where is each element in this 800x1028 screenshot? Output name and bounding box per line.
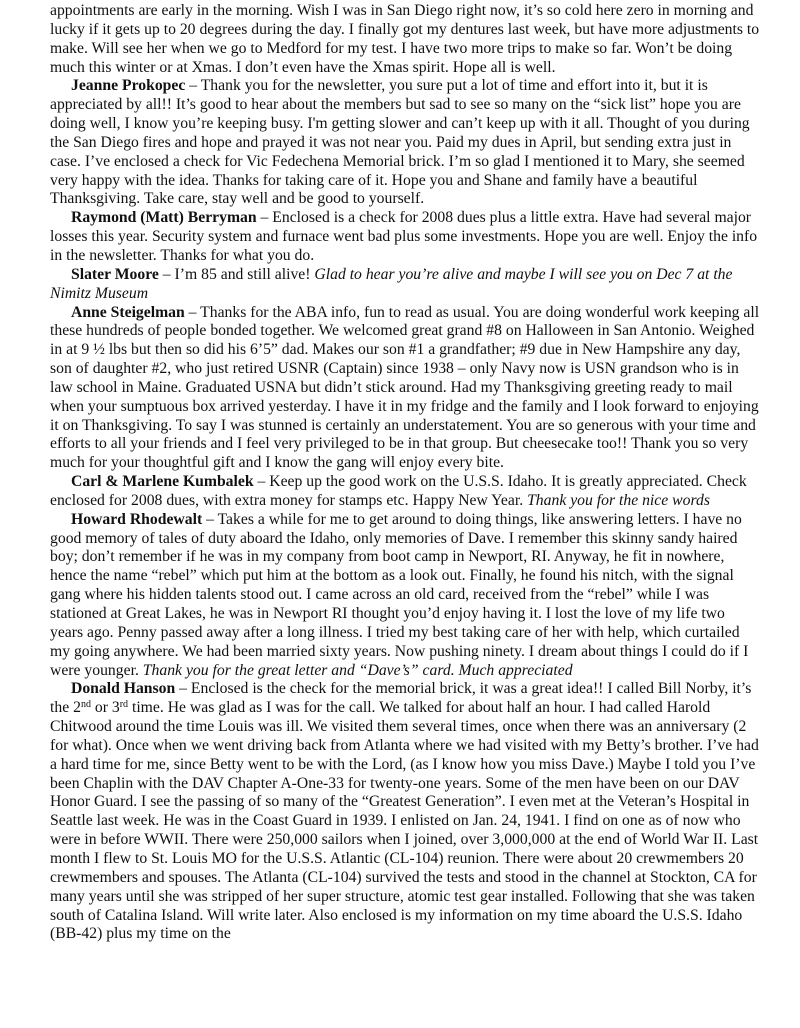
intro-paragraph: appointments are early in the morning. Wish I was in San Diego right now, it’s so cold here zero in morning and lucky if it gets up to 20 degrees during the day. I finally got my dentures last week, but have more adjustments to make. Will see her when we go to Medford for my test. I have two more trips to make so far. Won’t be doing much this winter or at Xmas. I don’t even have the Xmas spirit. Hope all is well.	[50, 2, 760, 76]
letter-entry	[50, 77, 760, 209]
letter-entry	[50, 209, 760, 266]
letter-entry	[50, 266, 760, 304]
letter-text: – Thank you for the newsletter, you sure put a lot of time and effort into it, but it is appreciated by all!! It’s good to hear about the members but sad to see so many on the “sick list” hope you are doing well, I know you’re keeping busy. I'm getting slower and can’t keep up with it all. Thought of you during the San Diego fires and hope and prayed it was not near you. Paid my dues in April, but sending extra just in case. I’ve enclosed a check for Vic Fedechena Memorial brick. I’m so glad I mentioned it to Mary, she seemed very happy with the idea. Thanks for taking care of it. Hope you and Shane and family have a beautiful Thanksgiving. Take care, stay well and be good to yourself.	[50, 77, 750, 208]
letter-entry	[50, 680, 760, 944]
letter-author: Raymond (Matt) Berryman	[71, 209, 257, 227]
letter-author: Howard Rhodewalt	[71, 510, 203, 528]
letter-text: – Keep up the good work on the U.S.S. Idaho. It is greatly appreciated. Check enclosed for 2008 dues, with extra money for stamps etc. Happy New Year.	[50, 473, 747, 509]
letter-text: or 3	[90, 699, 120, 717]
letter-author: Carl & Marlene Kumbalek	[71, 473, 254, 491]
editor-reply: Thank you for the great letter and “Dave’s” card. Much appreciated	[142, 661, 573, 679]
letter-entry	[50, 304, 760, 474]
letter-entry	[50, 473, 760, 511]
letter-entry	[50, 511, 760, 681]
letter-text: – Takes a while for me to get around to doing things, like answering letters. I have no good memory of tales of duty aboard the Idaho, only memories of Dave. I remember this skinny sandy haired boy; don’t remember if he was in my company from boot camp in Newport, RI. Anyway, he fit in nowhere, hence the name “rebel” which put him at the bottom as a look out. Finally, he found his nitch, with the signal gang where his hidden talents stood out. I came across an old card, received from the “rebel” while I was stationed at Great Lakes, he was in Newport RI thought you’d enjoy having it. I lost the love of my life two years ago. Penny passed away after a long illness. I tried my best taking care of her with help, which curtailed my going anywhere. We had been married sixty years. Now pushing ninety. I dream about things I could do if I were younger.	[50, 510, 749, 679]
editor-reply: Thank you for the nice words	[527, 491, 710, 509]
letter-author: Jeanne Prokopec	[71, 77, 186, 95]
letter-text: – Enclosed is a check for 2008 dues plus a little extra. Have had several major losses this year. Security system and furnace went bad plus some investments. Hope you are well. Enjoy the info in the newsletter. Thanks for what you do.	[50, 209, 758, 264]
letter-text: – I’m 85 and still alive!	[158, 265, 315, 283]
editor-reply: Glad to hear you’re alive and maybe I will see you on Dec 7 at the Nimitz Museum	[50, 265, 733, 302]
letter-author: Anne Steigelman	[71, 303, 185, 321]
ordinal-suffix: nd	[80, 699, 91, 711]
letter-author: Slater Moore	[71, 265, 159, 283]
letter-text: time. He was glad as I was for the call. We talked for about half an hour. I had called Harold Chitwood around the time Louis was ill. We visited them several times, once when there was an anniversary (2 for what). Once when we went driving back from Atlanta where we had visited with my Betty’s brother. I’ve had a hard time for me, since Betty went to be with the Lord, (as I know how you miss Dave.) Maybe I told you I’ve been Chaplin with the DAV Chapter A-One-33 for twenty-one years. Some of the men have been on our DAV Honor Guard. I see the passing of so many of the “Greatest Generation”. I even met at the Veteran’s Hospital in Seattle last week. He was in the Coast Guard in 1939. I enlisted on Jan. 24, 1941. I find on one as of now who were in before WWII. There were 250,000 sailors when I joined, over 3,000,000 at the end of World War II. Last month I flew to St. Louis MO for the U.S.S. Atlantic (CL-104) reunion. There were about 20 crewmembers 20 crewmembers and spouses. The Atlanta (CL-104) survived the tests and stood in the channel at Stockton, CA for many years until she was stripped of her super structure, atomic test gear installed. Following that she was taken south of Catalina Island. Will write later. Also enclosed is my information on my time aboard the U.S.S. Idaho (BB-42) plus my time on the	[50, 699, 759, 943]
letter-text: – Enclosed is the check for the memorial brick, it was a great idea!! I called Bill Norby, it’s the 2	[50, 680, 752, 717]
letter-text: – Thanks for the ABA info, fun to read as usual. You are doing wonderful work keeping all these hundreds of people bonded together. We welcomed great grand #8 on Halloween in San Antonio. Weighed in at 9 ½ lbs but then so did his 6’5” dad. Makes our son #1 a grandfather; #9 due in New Hampshire any day, son of daughter #2, who just retired USNR (Captain) since 1938 – only Navy now is USN grandson who is in law school in Maine. Graduated USNA but didn’t stick around. Had my Thanksgiving greeting ready to mail when your sumptuous box arrived yesterday. I have it in my fridge and the family and I look forward to enjoying it on Thanksgiving. To say I was stunned is certainly an understatement. You are so generous with your time and efforts to all your friends and I feel very privileged to be in that group. But cheesecake too!! Thank you so very much for your thoughtful gift and I know the gang will enjoy every bite.	[50, 303, 760, 472]
ordinal-suffix: rd	[119, 699, 129, 711]
letter-author: Donald Hanson	[71, 680, 176, 698]
